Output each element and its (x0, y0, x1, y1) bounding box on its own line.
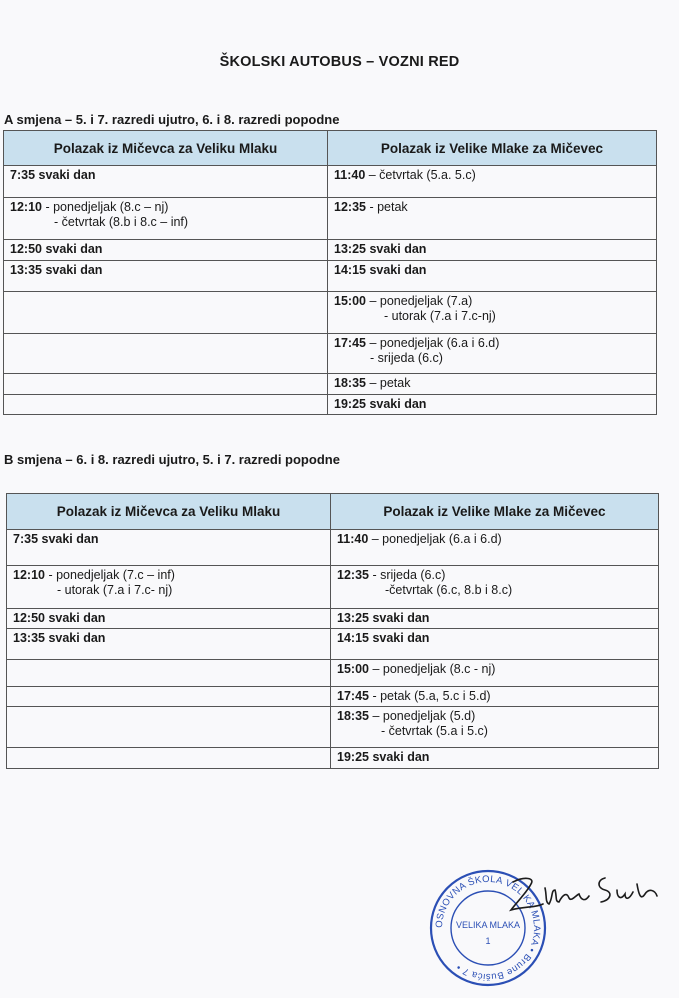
left-departure-cell (7, 707, 331, 748)
schedule-row (7, 748, 659, 769)
schedule-row (7, 530, 659, 566)
left-departure-cell (7, 629, 331, 660)
right-departure-time: 17:45 (337, 689, 369, 703)
schedule-row (4, 334, 657, 374)
right-departure-extra: - srijeda (6.c) (370, 351, 443, 365)
left-departure-extra: - utorak (7.a i 7.c- nj) (57, 583, 173, 597)
right-departure-time: 17:45 (334, 336, 366, 350)
right-departure-cell (328, 166, 657, 198)
schedule-table-a (3, 130, 657, 415)
schedule-row (4, 292, 657, 334)
right-departure-cell (331, 530, 659, 566)
left-departure-time: 13:35 svaki dan (10, 263, 103, 277)
left-departure-days: - ponedjeljak (7.c – inf) (44, 568, 175, 582)
left-departure-time: 12:10 (10, 200, 42, 214)
right-departure-cell (331, 687, 659, 707)
left-departure-cell (4, 261, 328, 292)
left-departure-cell (7, 660, 331, 687)
right-departure-time: 19:25 svaki dan (334, 397, 427, 411)
left-departure-time: 12:10 (13, 568, 45, 582)
schedule-row (7, 707, 659, 748)
right-departure-cell (331, 609, 659, 629)
right-departure-time: 19:25 svaki dan (337, 750, 430, 764)
right-departure-time: 14:15 svaki dan (337, 631, 430, 645)
left-departure-cell (4, 334, 328, 374)
left-departure-cell (7, 748, 331, 769)
right-departure-time: 12:35 (337, 568, 369, 582)
left-departure-days: - ponedjeljak (8.c – nj) (41, 200, 169, 214)
right-departure-days: – ponedjeljak (6.a i 6.d) (365, 336, 500, 350)
left-departure-extra: - četvrtak (8.b i 8.c – inf) (54, 215, 189, 229)
schedule-row (4, 240, 657, 261)
schedule-row (7, 660, 659, 687)
stamp-ring-text: OSNOVNA ŠKOLA VELIKA MLAKA • Brune Bušića 7 • (433, 873, 543, 983)
right-departure-cell (328, 261, 657, 292)
right-departure-extra: - utorak (7.a i 7.c-nj) (384, 309, 496, 323)
left-departure-cell (7, 566, 331, 609)
right-departure-cell (331, 566, 659, 609)
shift-a-heading: A smjena – 5. i 7. razredi ujutro, 6. i 8. razredi popodne (4, 112, 340, 127)
right-departure-cell (331, 748, 659, 769)
right-departure-days: – ponedjeljak (8.c - nj) (368, 662, 496, 676)
right-departure-time: 13:25 svaki dan (334, 242, 427, 256)
schedule-row (7, 609, 659, 629)
schedule-row (4, 374, 657, 395)
right-departure-cell (331, 629, 659, 660)
left-departure-cell (4, 292, 328, 334)
page-title: ŠKOLSKI AUTOBUS – VOZNI RED (219, 54, 460, 70)
left-departure-cell (7, 609, 331, 629)
schedule-row (7, 687, 659, 707)
right-departure-cell (328, 240, 657, 261)
right-departure-days: – četvrtak (5.a. 5.c) (365, 168, 476, 182)
right-departure-cell (328, 198, 657, 240)
right-departure-cell (328, 374, 657, 395)
shift-b-heading: B smjena – 6. i 8. razredi ujutro, 5. i 7. razredi popodne (4, 452, 340, 467)
right-departure-days: - petak (5.a, 5.c i 5.d) (368, 689, 491, 703)
right-departure-days: - petak (365, 200, 408, 214)
schedule-row (7, 629, 659, 660)
right-departure-cell (328, 334, 657, 374)
left-departure-time: 12:50 svaki dan (13, 611, 106, 625)
column-header-right: Polazak iz Velike Mlake za Mičevec (328, 131, 657, 166)
right-departure-time: 18:35 (334, 376, 366, 390)
right-departure-time: 15:00 (334, 294, 366, 308)
left-departure-time: 7:35 svaki dan (10, 168, 96, 182)
right-departure-days: – ponedjeljak (5.d) (368, 709, 476, 723)
schedule-table-b (6, 493, 659, 769)
schedule-row (4, 261, 657, 292)
left-departure-cell (4, 374, 328, 395)
schedule-row (4, 395, 657, 415)
right-departure-extra: - četvrtak (5.a i 5.c) (381, 724, 488, 738)
left-departure-cell (4, 240, 328, 261)
stamp-center-text: VELIKA MLAKA (455, 920, 521, 930)
right-departure-days: – ponedjeljak (7.a) (365, 294, 473, 308)
right-departure-time: 11:40 (334, 168, 366, 182)
schedule-row (4, 198, 657, 240)
stamp-number: 1 (485, 936, 491, 946)
left-departure-cell (4, 395, 328, 415)
right-departure-time: 12:35 (334, 200, 366, 214)
right-departure-days: – ponedjeljak (6.a i 6.d) (368, 532, 502, 546)
left-departure-time: 12:50 svaki dan (10, 242, 103, 256)
column-header-left: Polazak iz Mičevca za Veliku Mlaku (7, 494, 331, 530)
signature (505, 868, 675, 918)
left-departure-cell (7, 687, 331, 707)
left-departure-cell (4, 166, 328, 198)
left-departure-time: 13:35 svaki dan (13, 631, 106, 645)
right-departure-extra: -četvrtak (6.c, 8.b i 8.c) (385, 583, 513, 597)
right-departure-time: 14:15 svaki dan (334, 263, 427, 277)
right-departure-time: 11:40 (337, 532, 369, 546)
schedule-row (4, 166, 657, 198)
left-departure-time: 7:35 svaki dan (13, 532, 99, 546)
right-departure-cell (328, 292, 657, 334)
column-header-right: Polazak iz Velike Mlake za Mičevec (331, 494, 659, 530)
right-departure-days: - srijeda (6.c) (368, 568, 446, 582)
left-departure-cell (7, 530, 331, 566)
left-departure-cell (4, 198, 328, 240)
right-departure-cell (331, 660, 659, 687)
right-departure-cell (331, 707, 659, 748)
right-departure-cell (328, 395, 657, 415)
right-departure-days: – petak (365, 376, 411, 390)
column-header-left: Polazak iz Mičevca za Veliku Mlaku (4, 131, 328, 166)
right-departure-time: 13:25 svaki dan (337, 611, 430, 625)
right-departure-time: 18:35 (337, 709, 369, 723)
schedule-row (7, 566, 659, 609)
right-departure-time: 15:00 (337, 662, 369, 676)
